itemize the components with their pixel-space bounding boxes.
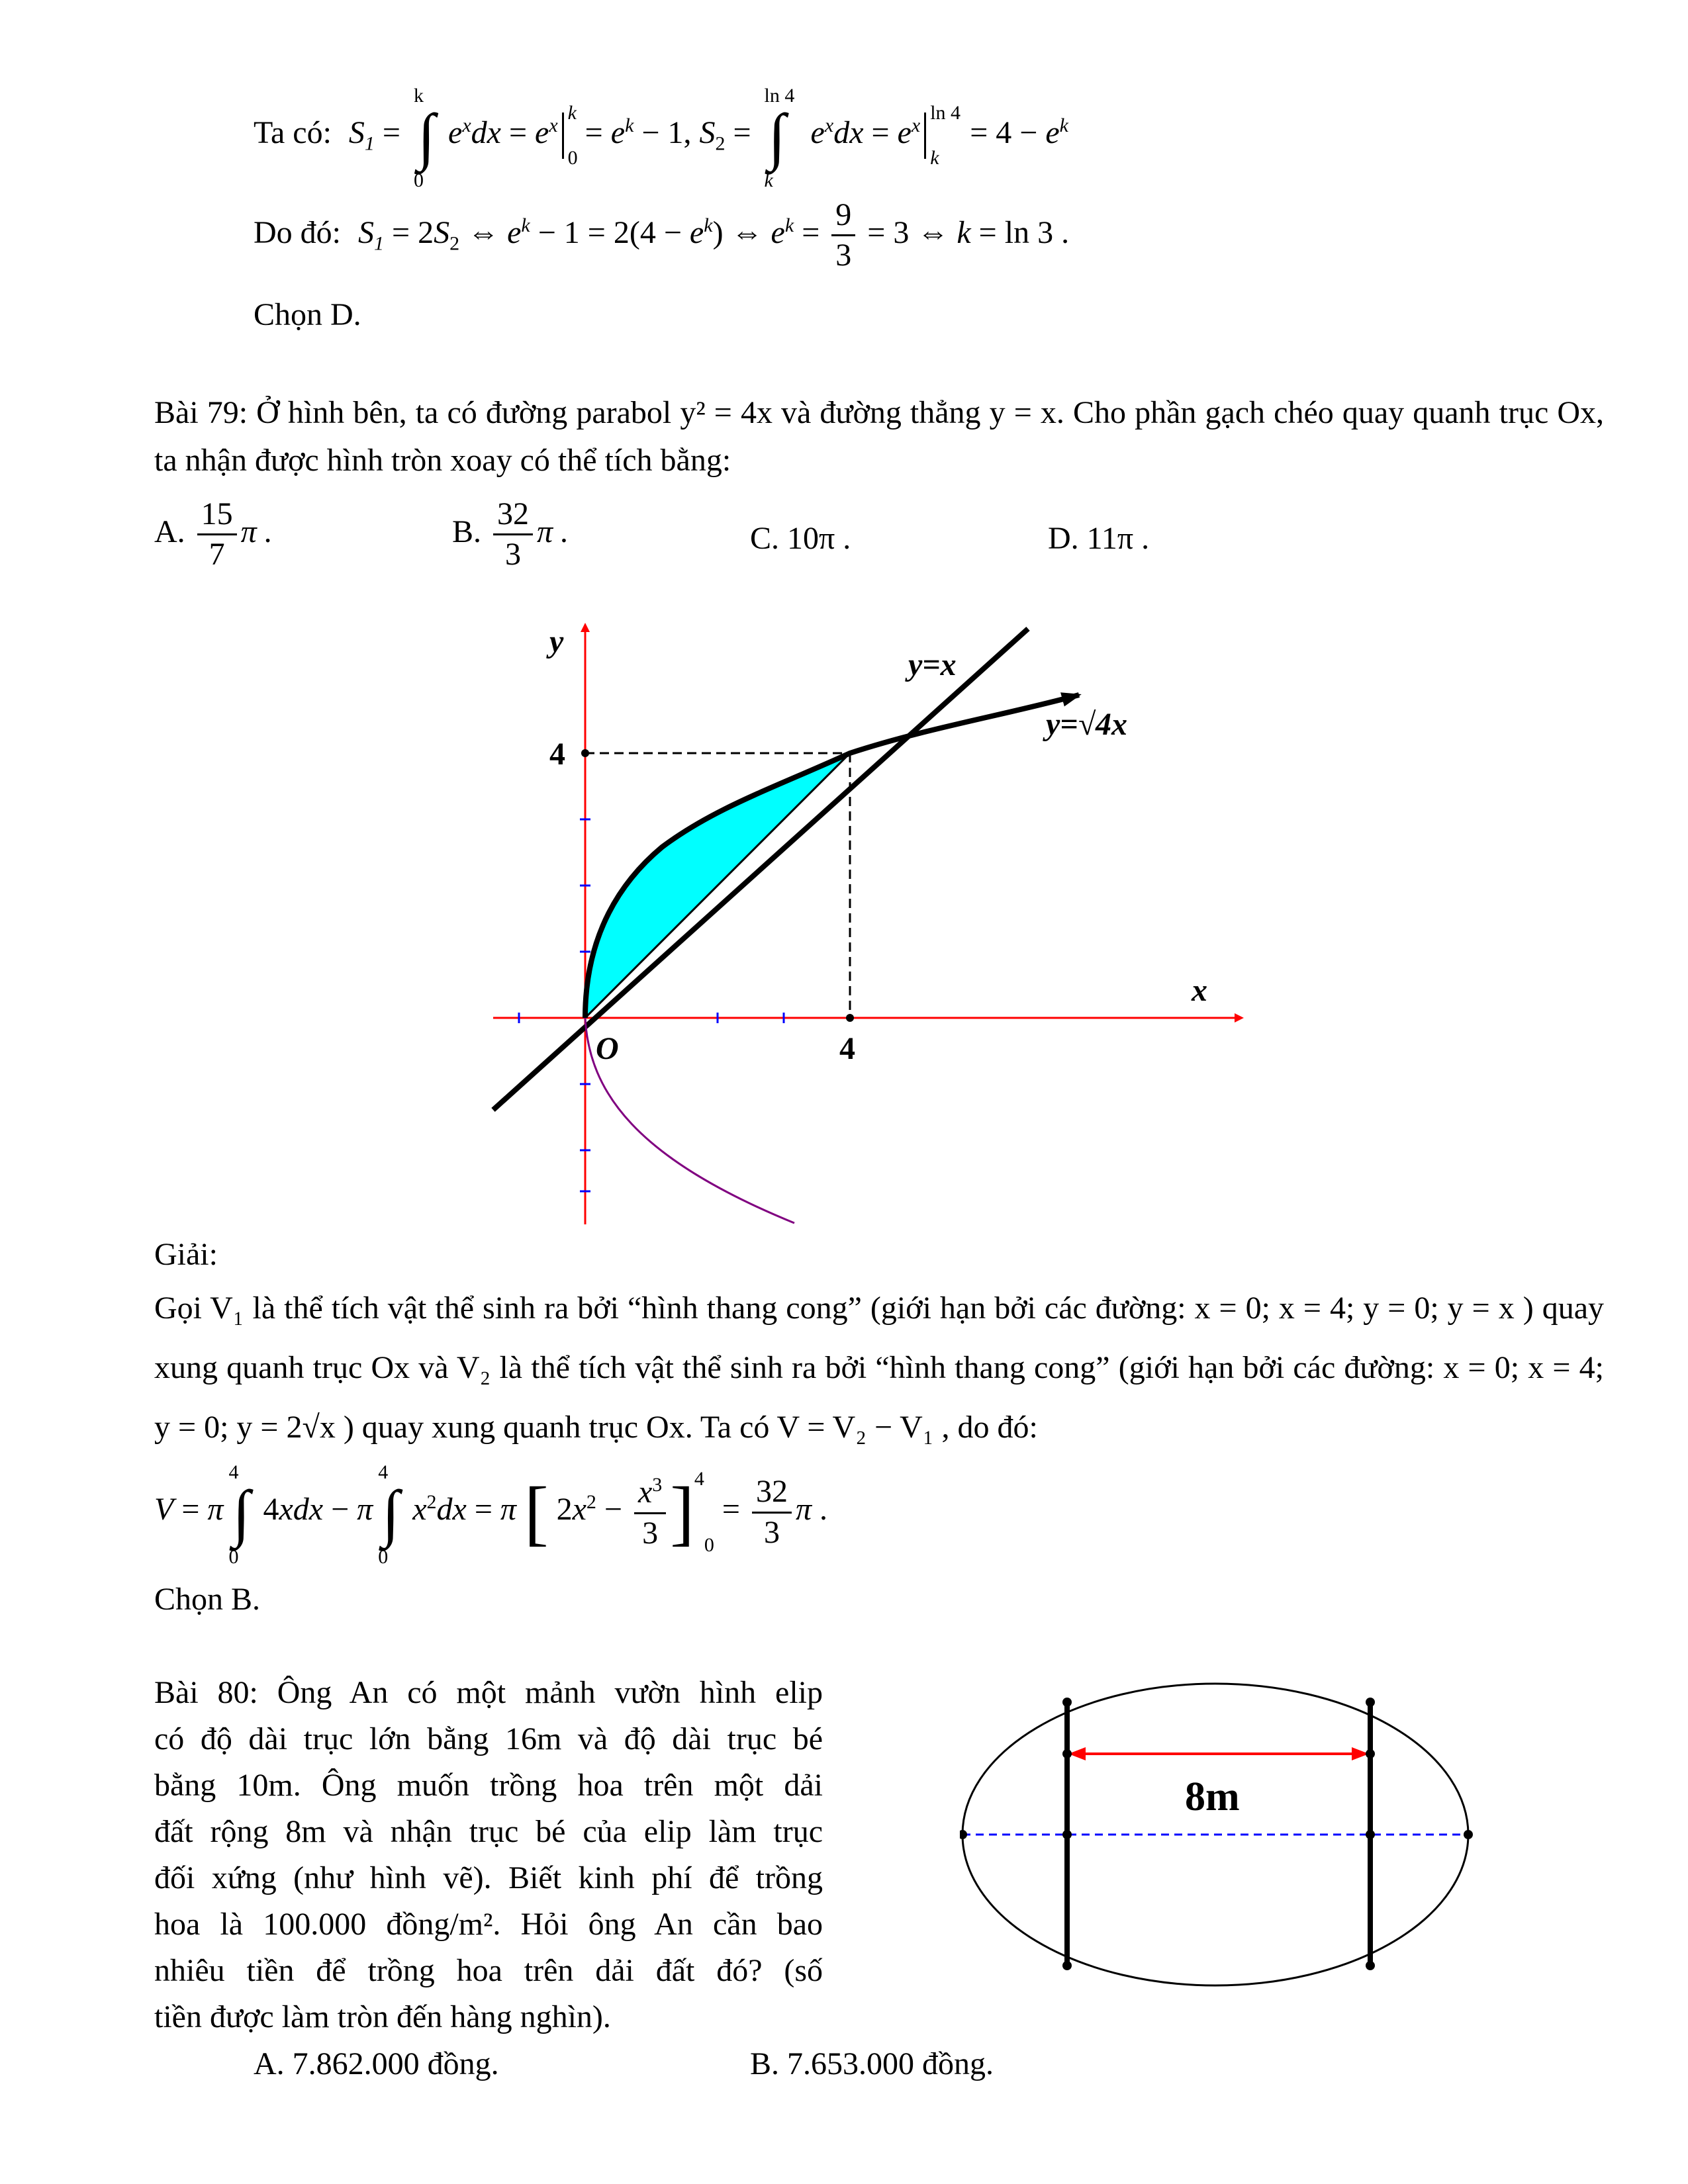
width-label: 8m <box>1185 1774 1240 1819</box>
p79-solution-text: Gọi V₁ là thể tích vật thể sinh ra bởi “hình thang cong” (giới hạn bởi các đường: x = 0; x = 4; y = 0; y = x ) quay xung quanh trục Ox và V₂ là thể tích vật thể sinh ra bởi “hình thang cong” (giới hạn bởi các đường: x = 0; x = 4; y = 0; y = 2√x ) quay xung quanh trục Ox. Ta có V = V₂ − V₁ , do đó: <box>154 1291 1604 1445</box>
prev-line-2: Do đó: $S_1 = 2S_2$ ⇔ $e^k - 1 = 2(4 - e^k)$ ⇔ $e^k$ = $\frac{9}{3}$ = 3 ⇔ k = ln 3 . <box>254 197 1070 273</box>
p79-figure <box>0 615 1688 1277</box>
label-y: y <box>549 624 564 659</box>
p79-option-b: B. $\frac{32}{3}$ π . <box>452 496 569 572</box>
label-four-y: 4 <box>549 737 565 772</box>
p80-option-b: B. 7.653.000 đồng. <box>750 2046 994 2081</box>
label-four-x: 4 <box>839 1031 855 1066</box>
label-x: x <box>1192 973 1207 1008</box>
p79-option-d: D. 11π . <box>1048 521 1150 556</box>
prev-line2-prefix: Do đó: <box>254 214 341 250</box>
p80-question: Bài 80: Ông An có một mảnh vườn hình elip có độ dài trục lớn bằng 16m và độ dài trục bé bằng 10m. Ông muốn trồng hoa trên một dải đất rộng 8m và nhận trục bé của elip làm trục đối xứng (như hình vẽ). Biết kinh phí để trồng hoa là 100.000 đồng/m². Hỏi ông An cần bao nhiêu tiền để trồng hoa trên dải đất đó? (số tiền được làm tròn đến hàng nghìn). <box>154 1675 823 2034</box>
p79-option-a: A. $\frac{15}{7}$ π . <box>154 496 273 572</box>
label-origin: O <box>596 1031 619 1066</box>
label-line: y=x <box>908 647 957 682</box>
p79-solution-title: Giải: <box>154 1237 218 1272</box>
prev-line-1: Ta có: $S_1$ = k ∫ 0 $e^xdx = e^x$ k 0 = $e^k - 1$, $S_2$ = ln 4 ∫ k $e^xdx = e^x$ ln 4 k = $4 - e^k$ <box>254 85 1068 191</box>
prev-line1-prefix: Ta có: <box>254 115 332 151</box>
p79-question: Bài 79: Ở hình bên, ta có đường parabol y² = 4x và đường thẳng y = x. Cho phần gạch chéo quay quanh trục Ox, ta nhận được hình tròn xoay có thể tích bằng: <box>154 395 1604 478</box>
line-y-equals-x <box>493 629 1028 1110</box>
p79-option-c: C. 10π . <box>750 521 851 556</box>
p79-solution-formula: V = π 4 ∫ 0 4xdx − π 4 ∫ 0 $x^2dx = \pi$ [ $2x^2$ − $\frac{x^3}{3}$ ]$^4$0 = $\frac{32}{3}$ π . <box>154 1461 828 1568</box>
p80-option-a: A. 7.862.000 đồng. <box>254 2046 499 2081</box>
p79-answer: Chọn B. <box>154 1582 261 1617</box>
p80-figure <box>960 1681 1503 1992</box>
label-curve: y=√4x <box>1046 707 1127 742</box>
prev-answer: Chọn D. <box>254 297 361 332</box>
